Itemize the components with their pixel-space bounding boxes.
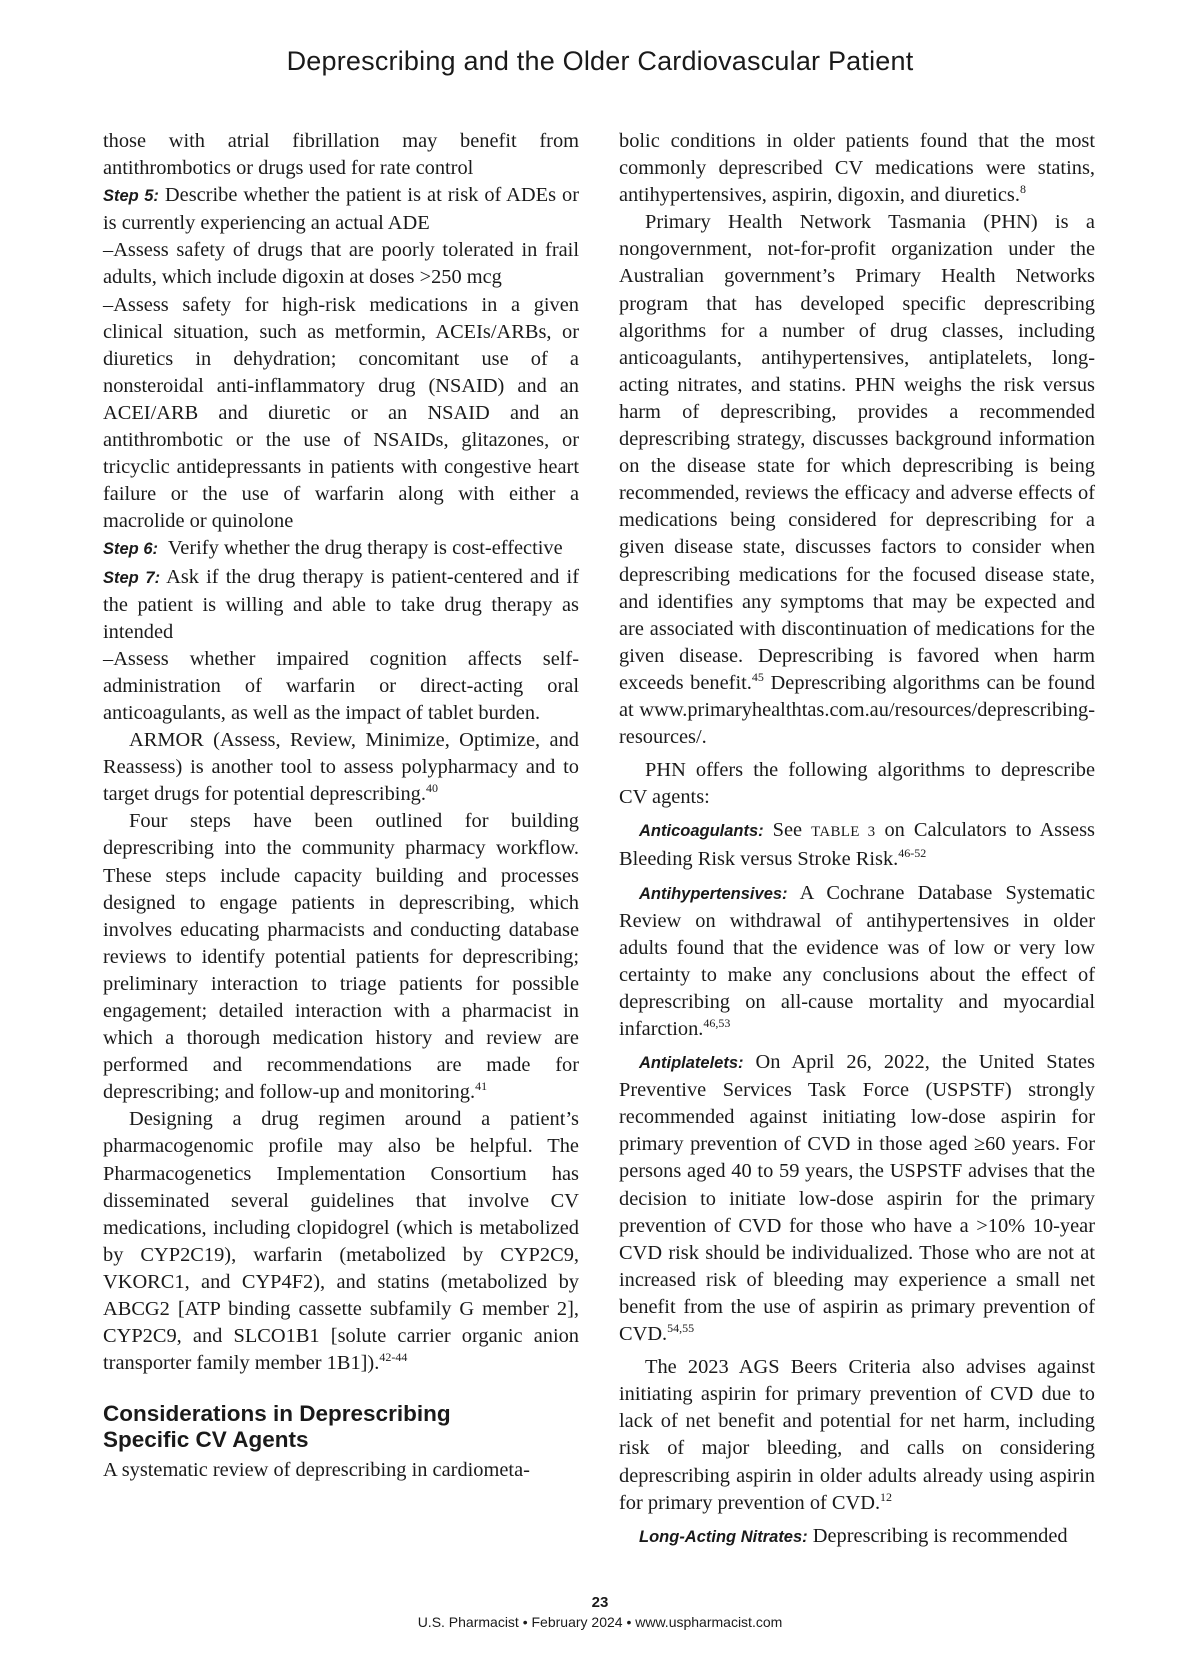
- paragraph: those with atrial fibrillation may benefit from antithrombotics or drugs used for rate control: [103, 130, 579, 180]
- step-text: Describe whether the patient is at risk of ADEs or is currently experiencing an actual ADE: [103, 184, 579, 235]
- step-label: Step 5:: [103, 187, 159, 206]
- assess-item: –Assess whether impaired cognition affects self-administration of warfarin or direct-acting oral anticoagulants, as well as the impact of tablet burden.: [103, 647, 579, 724]
- reference: 8: [1019, 182, 1026, 197]
- paragraph: [619, 209, 1095, 751]
- paragraph-text: Designing a drug regimen around a patient’s pharmacogenomic profile may also be helpful. The Pharmacogenetics Implementation Consortium has disseminated several guidelines that involve CV medications, including clopidogrel (which is metabolized by CYP2C19), warfarin (metabolized by CYP2C9, VKORC1, and CYP4F2), and statins (metabolized by ABCG2 [ATP binding cassette subfamily G member 2], CYP2C9, and SLCO1B1 [solute carrier organic anion transporter family member 1B1]).: [103, 1108, 579, 1375]
- paragraph: [103, 1106, 579, 1377]
- heading-line: Specific CV Agents: [103, 1427, 309, 1453]
- nitrates-paragraph: [619, 1523, 1095, 1551]
- paragraph-text: Deprescribing algorithms can be found at www.primaryhealthtas.com.au/resources/deprescribing-resources/.: [619, 671, 1095, 749]
- paragraph-text: bolic conditions in older patients found that the most commonly deprescribed CV medications were statins, antihypertensives, aspirin, digoxin, and diuretics.: [619, 130, 1095, 207]
- assess-item: –Assess safety for high-risk medications in a given clinical situation, such as metformin, ACEIs/ARBs, or diuretics in dehydration; concomitant use of a nonsteroidal anti-inflammatory drug (NSAID) and an ACEI/ARB and diuretic or an NSAID and an antithrombotic or the use of NSAIDs, glitazones, or tricyclic antidepressants in patients with congestive heart failure or the use of warfarin along with either a macrolide or quinolone: [103, 293, 579, 533]
- reference: 54,55: [667, 1321, 695, 1336]
- table-reference: TABLE 3: [811, 824, 876, 841]
- step-label: Step 7:: [103, 568, 161, 587]
- reference: 41: [475, 1079, 488, 1094]
- paragraph-text: Primary Health Network Tasmania (PHN) is a nongovernment, not-for-profit organization under the Australian government’s Primary Health Networks program that has developed specific deprescribing algorithms for a number of drug classes, including anticoagulants, antihypertensives, antiplatelets, long-acting nitrates, and statins. PHN weighs the risk versus harm of deprescribing, provides a recommended deprescribing strategy, discusses background information on the disease state for which deprescribing is being recommended, reviews the efficacy and adverse effects of medications being considered for deprescribing for a given disease state, discusses factors to consider when deprescribing medications for the focused disease state, and identifies any symptoms that may be expected and are associated with discontinuation of medications for the given disease. Deprescribing is favored when harm exceeds benefit.: [619, 211, 1095, 694]
- paragraph-text: See: [763, 819, 812, 842]
- reference: 42-44: [379, 1350, 408, 1365]
- paragraph-text: Deprescribing is recommended: [807, 1524, 1068, 1547]
- step-6: [103, 535, 579, 563]
- reference: 12: [880, 1489, 893, 1504]
- paragraph: PHN offers the following algorithms to deprescribe CV agents:: [619, 759, 1095, 809]
- left-column: [103, 128, 579, 1484]
- step-7: [103, 564, 579, 646]
- assess-item: –Assess safety of drugs that are poorly tolerated in frail adults, which include digoxin at doses >250 mcg: [103, 239, 579, 289]
- reference: 46,53: [703, 1016, 731, 1030]
- reference: 40: [425, 781, 438, 796]
- heading-line: Considerations in Deprescribing: [103, 1401, 451, 1427]
- paragraph-text: On April 26, 2022, the United States Preventive Services Task Force (USPSTF) strongly recommended against initiating low-dose aspirin for primary prevention of CVD in those aged ≥60 years. For persons aged 40 to 59 years, the USPSTF advises that the decision to initiate low-dose aspirin for the primary prevention of CVD for those who have a >10% 10-year CVD risk should be individualized. Those who are not at increased risk of bleeding may experience a small net benefit from the use of aspirin as primary prevention of CVD.: [619, 1051, 1095, 1346]
- run-in-heading: Anticoagulants:: [639, 822, 764, 841]
- reference: 45: [751, 669, 764, 684]
- step-text: Verify whether the drug therapy is cost-effective: [158, 537, 563, 560]
- paragraph-text: Four steps have been outlined for building deprescribing into the community pharmacy workflow. These steps include capacity building and processes designed to engage patients in deprescribing, which involves educating pharmacists and conducting database reviews to identify potential patients for deprescribing; preliminary interaction to triage patients for possible engagement; detailed interaction with a pharmacist in which a thorough medication history and review are performed and recommendations are made for deprescribing; and follow-up and monitoring.: [103, 810, 579, 1104]
- page-number: 23: [591, 1594, 609, 1611]
- run-in-heading: Antihypertensives:: [639, 884, 788, 903]
- anticoagulants-paragraph: [619, 817, 1095, 873]
- step-5: [103, 182, 579, 237]
- right-column: [619, 128, 1095, 1551]
- run-in-heading: Long-Acting Nitrates:: [639, 1527, 808, 1546]
- paragraph: [103, 808, 579, 1106]
- paragraph: A systematic review of deprescribing in cardiometa-: [103, 1459, 530, 1482]
- paragraph-text: on Calculators to Assess Bleeding Risk versus Stroke Risk.: [619, 819, 1095, 871]
- paragraph: [619, 128, 1095, 209]
- paragraph: [619, 1354, 1095, 1517]
- reference: 46-52: [898, 846, 927, 861]
- step-text: Ask if the drug therapy is patient-centered and if the patient is willing and able to take drug therapy as intended: [103, 565, 579, 643]
- footer-citation: U.S. Pharmacist • February 2024 • www.uspharmacist.com: [417, 1614, 783, 1630]
- step-label: Step 6:: [103, 540, 159, 559]
- antihypertensives-paragraph: [619, 880, 1095, 1044]
- section-heading: [103, 1401, 579, 1453]
- paragraph-text: A Cochrane Database Systematic Review on withdrawal of antihypertensives in older adults found that the evidence was of low or very low certainty to make any conclusions about the effect of deprescribing on all-cause mortality and myocardial infarction.: [619, 881, 1095, 1040]
- paragraph-text: The 2023 AGS Beers Criteria also advises against initiating aspirin for primary prevention of CVD due to lack of net benefit and potential for net harm, including risk of major bleeding, and calls on considering deprescribing aspirin in older adults already using aspirin for primary prevention of CVD.: [619, 1356, 1095, 1514]
- run-in-heading: Antiplatelets:: [639, 1054, 744, 1073]
- paragraph: [103, 727, 579, 808]
- running-header: Deprescribing and the Older Cardiovascular Patient: [286, 46, 914, 76]
- paragraph-text: ARMOR (Assess, Review, Minimize, Optimize, and Reassess) is another tool to assess polypharmacy and to target drugs for potential deprescribing.: [103, 729, 579, 806]
- antiplatelets-paragraph: [619, 1049, 1095, 1348]
